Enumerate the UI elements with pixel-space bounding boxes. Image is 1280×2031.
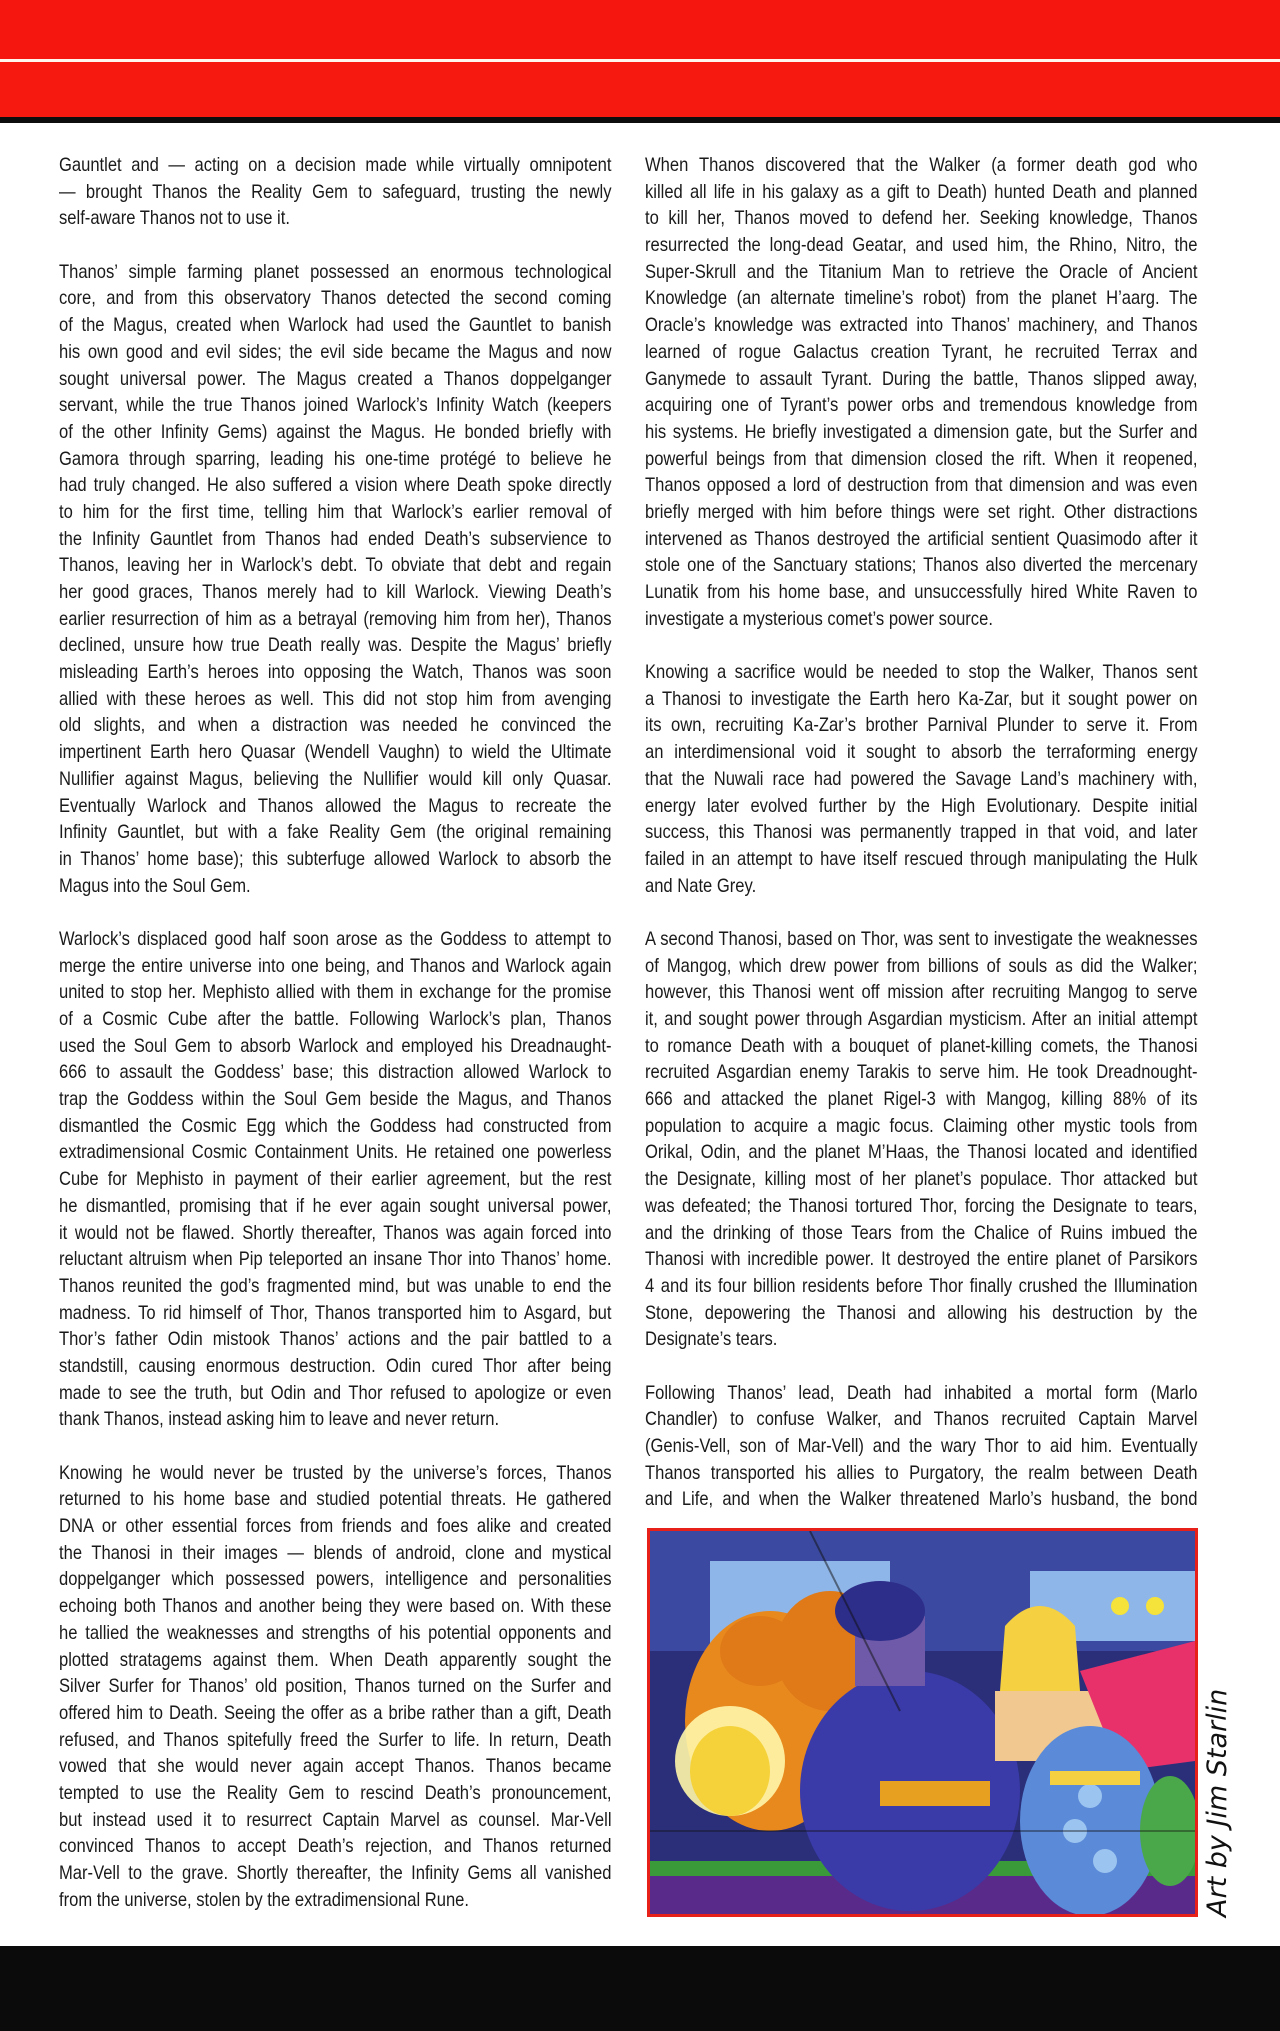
- text-line: servant, while the true Thanos joined Warlock’s Infinity Watch (keepers: [59, 394, 612, 417]
- text-line: intervened as Thanos destroyed the artificial sentient Quasimodo after it: [645, 527, 1198, 550]
- text-line: of a Cosmic Cube after the battle. Following Warlock’s plan, Thanos: [59, 1008, 612, 1030]
- text-line: Lunatik from his home base, and unsuccessfully hired White Raven to: [645, 581, 1198, 603]
- text-line: used the Soul Gem to absorb Warlock and employed his Dreadnaught-: [59, 1034, 612, 1057]
- text-line: it, and sought power through Asgardian mysticism. After an initial attempt: [645, 1008, 1198, 1030]
- text-line: DNA or other essential forces from friends and foes alike and created: [59, 1515, 612, 1538]
- header-red-stripe-top: [0, 0, 1280, 59]
- text-line: Knowing a sacrifice would be needed to stop the Walker, Thanos sent: [645, 661, 1198, 684]
- comic-art-illustration: [650, 1531, 1195, 1914]
- text-line: — brought Thanos the Reality Gem to safeguard, trusting the newly: [59, 180, 612, 203]
- text-line: learned of rogue Galactus creation Tyrant, he recruited Terrax and: [645, 340, 1198, 363]
- text-line: to romance Death with a bouquet of planet-killing comets, the Thanosi: [645, 1034, 1198, 1057]
- header-red-stripe-bottom: [0, 62, 1280, 117]
- text-line: A second Thanosi, based on Thor, was sent to investigate the weaknesses: [645, 927, 1198, 950]
- text-paragraph: [645, 152, 1198, 632]
- text-line: Cube for Mephisto in payment of their earlier agreement, but the rest: [59, 1168, 612, 1191]
- text-line: population to acquire a magic focus. Claiming other mystic tools from: [645, 1114, 1198, 1137]
- text-paragraph: [59, 926, 612, 1433]
- text-line: Thanos, leaving her in Warlock’s debt. To obviate that debt and regain: [59, 554, 612, 577]
- text-line: core, and from this observatory Thanos detected the second coming: [59, 287, 612, 310]
- text-line: investigate a mysterious comet’s power source.: [645, 607, 993, 630]
- text-line: impertinent Earth hero Quasar (Wendell Vaughn) to wield the Ultimate: [59, 741, 612, 764]
- text-line: Thanos transported his allies to Purgatory, the realm between Death: [645, 1461, 1198, 1484]
- text-line: Gauntlet and — acting on a decision made while virtually omnipotent: [59, 154, 612, 176]
- header-band: [0, 0, 1280, 123]
- text-line: to kill her, Thanos moved to defend her. Seeking knowledge, Thanos: [645, 207, 1198, 230]
- text-line: of the Magus, created when Warlock had used the Gauntlet to banish: [59, 314, 612, 337]
- text-line: and Nate Grey.: [645, 874, 757, 897]
- text-line: an interdimensional void it sought to absorb the terraforming energy: [645, 741, 1198, 764]
- art-credit-caption: Art by Jim Starlin: [1202, 1688, 1233, 1917]
- text-line: in Thanos’ home base); this subterfuge allowed Warlock to absorb the: [59, 847, 612, 870]
- text-line: Warlock’s displaced good half soon arose as the Goddess to attempt to: [59, 927, 612, 950]
- text-paragraph: [645, 659, 1198, 899]
- artwork-panel: [647, 1528, 1198, 1917]
- text-line: of the other Infinity Gems) against the Magus. He bonded briefly with: [59, 420, 612, 443]
- text-line: allied with these heroes as well. This did not stop him from avenging: [59, 687, 612, 710]
- text-line: and the drinking of those Tears from the Chalice of Ruins imbued the: [645, 1221, 1198, 1244]
- text-line: Knowledge (an alternate timeline’s robot) from the planet H’aarg. The: [645, 287, 1198, 310]
- text-line: had truly changed. He also suffered a vision where Death spoke directly: [59, 474, 612, 497]
- text-line: Mar-Vell to the grave. Shortly thereafter, the Infinity Gems all vanished: [59, 1862, 612, 1884]
- text-line: made to see the truth, but Odin and Thor refused to apologize or even: [59, 1381, 612, 1404]
- text-line: doppelganger which possessed powers, intelligence and personalities: [59, 1568, 612, 1591]
- text-line: echoing both Thanos and another being they were based on. With these: [59, 1595, 612, 1618]
- text-line: success, this Thanosi was permanently trapped in that void, and later: [645, 821, 1198, 844]
- text-line: but instead used it to resurrect Captain Marvel as counsel. Mar-Vell: [59, 1808, 612, 1831]
- text-line: Silver Surfer for Thanos’ old position, Thanos turned on the Surfer and: [59, 1675, 612, 1698]
- text-line: it would not be flawed. Shortly thereafter, Thanos was again forced into: [59, 1221, 612, 1244]
- text-paragraph: [645, 1380, 1198, 1513]
- text-line: the Designate, killing most of her planet’s populace. Thor attacked but: [645, 1168, 1198, 1191]
- text-line: recruited Asgardian enemy Tarakis to serve him. He took Dreadnought-: [645, 1061, 1198, 1084]
- text-line: her good graces, Thanos merely had to kill Warlock. Viewing Death’s: [59, 581, 612, 603]
- text-line: earlier resurrection of him as a betrayal (removing him from her), Thanos: [59, 607, 612, 630]
- text-line: declined, unsure how true Death really was. Despite the Magus’ briefly: [59, 634, 612, 657]
- text-paragraph: [59, 259, 612, 900]
- footer-band: [0, 1946, 1280, 2031]
- text-line: Thanosi with incredible power. It destroyed the entire planet of Parsikors: [645, 1248, 1198, 1271]
- text-line: Ganymede to assault Tyrant. During the battle, Thanos slipped away,: [645, 367, 1198, 390]
- text-line: dismantled the Cosmic Egg which the Goddess had constructed from: [59, 1114, 612, 1137]
- text-line: Thanos’ simple farming planet possessed an enormous technological: [59, 260, 612, 283]
- text-line: Knowing he would never be trusted by the universe’s forces, Thanos: [59, 1461, 612, 1484]
- text-line: sought universal power. The Magus created a Thanos doppelganger: [59, 367, 612, 390]
- text-line: Thor’s father Odin mistook Thanos’ actions and the pair battled to a: [59, 1328, 612, 1351]
- text-line: vowed that she would never again accept Thanos. Thanos became: [59, 1755, 612, 1778]
- text-line: killed all life in his galaxy as a gift to Death) hunted Death and planned: [645, 180, 1198, 203]
- text-line: misleading Earth’s heroes into opposing the Watch, Thanos was soon: [59, 661, 612, 684]
- text-line: Infinity Gauntlet, but with a fake Reality Gem (the original remaining: [59, 821, 612, 844]
- text-line: old slights, and when a distraction was needed he convinced the: [59, 714, 612, 737]
- left-text-column: [59, 152, 612, 1940]
- text-line: Chandler) to confuse Walker, and Thanos recruited Captain Marvel: [645, 1408, 1198, 1431]
- text-line: 666 and attacked the planet Rigel-3 with Mangog, killing 88% of its: [645, 1088, 1198, 1111]
- text-line: self-aware Thanos not to use it.: [59, 207, 290, 230]
- text-line: united to stop her. Mephisto allied with them in exchange for the promise: [59, 981, 612, 1004]
- text-line: powerful beings from that dimension closed the rift. When it reopened,: [645, 447, 1198, 470]
- text-line: plotted stratagems against them. When Death apparently sought the: [59, 1648, 612, 1671]
- text-paragraph: [645, 926, 1198, 1353]
- text-line: offered him to Death. Seeing the offer as a bribe rather than a gift, Death: [59, 1701, 612, 1724]
- text-line: resurrected the long-dead Geatar, and used him, the Rhino, Nitro, the: [645, 234, 1198, 257]
- text-line: Nullifier against Magus, believing the Nullifier would kill only Quasar.: [59, 767, 612, 790]
- text-line: he dismantled, promising that if he ever again sought universal power,: [59, 1194, 612, 1217]
- text-line: the Infinity Gauntlet from Thanos had ended Death’s subservience to: [59, 527, 612, 550]
- text-line: was defeated; the Thanosi tortured Thor, forcing the Designate to tears,: [645, 1194, 1198, 1217]
- text-line: refused, and Thanos spitefully freed the Surfer to life. In return, Death: [59, 1728, 612, 1751]
- text-line: Thanos reunited the god’s fragmented mind, but was unable to end the: [59, 1274, 612, 1297]
- text-line: trap the Goddess within the Soul Gem beside the Magus, and Thanos: [59, 1088, 612, 1111]
- text-line: Gamora through sparring, leading his one-time protégé to believe he: [59, 447, 612, 470]
- text-line: he tallied the weaknesses and strengths of his potential opponents and: [59, 1621, 612, 1644]
- text-paragraph: [59, 152, 612, 232]
- text-line: tempted to use the Reality Gem to rescind Death’s pronouncement,: [59, 1781, 612, 1804]
- text-line: When Thanos discovered that the Walker (a former death god who: [645, 154, 1198, 176]
- text-line: to him for the first time, telling him that Warlock’s earlier removal of: [59, 500, 612, 523]
- text-line: Orikal, Odin, and the planet M’Haas, the Thanosi located and identified: [645, 1141, 1198, 1164]
- text-line: 666 to assault the Goddess’ base; this distraction allowed Warlock to: [59, 1061, 612, 1084]
- text-line: and Life, and when the Walker threatened Marlo’s husband, the bond: [645, 1488, 1198, 1511]
- text-line: madness. To rid himself of Thor, Thanos transported him to Asgard, but: [59, 1301, 612, 1324]
- text-line: convinced Thanos to accept Death’s rejection, and Thanos returned: [59, 1835, 612, 1858]
- text-line: merge the entire universe into one being, and Thanos and Warlock again: [59, 954, 612, 977]
- text-line: Thanos opposed a lord of destruction from that dimension and was even: [645, 474, 1198, 497]
- text-line: acquiring one of Tyrant’s power orbs and tremendous knowledge from: [645, 394, 1198, 417]
- text-paragraph: [59, 1460, 612, 1914]
- text-line: a Thanosi to investigate the Earth hero Ka-Zar, but it sought power on: [645, 687, 1198, 710]
- text-line: the Thanosi in their images — blends of android, clone and mystical: [59, 1541, 612, 1564]
- text-line: failed in an attempt to have itself rescued through manipulating the Hulk: [645, 847, 1198, 870]
- text-line: Designate’s tears.: [645, 1328, 778, 1351]
- text-line: Stone, depowering the Thanosi and allowing his destruction by the: [645, 1301, 1198, 1324]
- text-line: extradimensional Cosmic Containment Units. He retained one powerless: [59, 1141, 612, 1164]
- right-text-column: [645, 152, 1198, 1540]
- text-line: stole one of the Sanctuary stations; Thanos also diverted the mercenary: [645, 554, 1198, 577]
- text-line: Magus into the Soul Gem.: [59, 874, 251, 897]
- text-line: briefly merged with him before things were set right. Other distractions: [645, 500, 1198, 523]
- text-line: his own good and evil sides; the evil side became the Magus and now: [59, 340, 612, 363]
- text-line: Following Thanos’ lead, Death had inhabited a mortal form (Marlo: [645, 1381, 1198, 1404]
- text-line: energy later evolved further by the High Evolutionary. Despite initial: [645, 794, 1198, 817]
- text-line: Eventually Warlock and Thanos allowed the Magus to recreate the: [59, 794, 612, 817]
- header-black-rule: [0, 117, 1280, 123]
- text-line: thank Thanos, instead asking him to leave and never return.: [59, 1408, 500, 1431]
- text-line: reluctant altruism when Pip teleported an insane Thor into Thanos’ home.: [59, 1248, 612, 1271]
- text-line: its own, recruiting Ka-Zar’s brother Parnival Plunder to serve it. From: [645, 714, 1198, 737]
- text-line: from the universe, stolen by the extradimensional Rune.: [59, 1888, 469, 1911]
- text-line: however, this Thanosi went off mission after recruiting Mangog to serve: [645, 981, 1198, 1004]
- text-line: of Mangog, which drew power from billions of souls as did the Walker;: [645, 954, 1198, 977]
- text-line: standstill, causing enormous destruction. Odin cured Thor after being: [59, 1354, 612, 1377]
- text-line: Super-Skrull and the Titanium Man to retrieve the Oracle of Ancient: [645, 260, 1198, 283]
- text-line: 4 and its four billion residents before Thor finally crushed the Illumination: [645, 1274, 1198, 1297]
- text-line: (Genis-Vell, son of Mar-Vell) and the wary Thor to aid him. Eventually: [645, 1435, 1198, 1457]
- text-line: his systems. He briefly investigated a dimension gate, but the Surfer and: [645, 420, 1198, 443]
- text-line: Oracle’s knowledge was extracted into Thanos’ machinery, and Thanos: [645, 314, 1198, 337]
- text-line: that the Nuwali race had powered the Savage Land’s machinery with,: [645, 767, 1198, 790]
- text-line: returned to his home base and studied potential threats. He gathered: [59, 1488, 612, 1511]
